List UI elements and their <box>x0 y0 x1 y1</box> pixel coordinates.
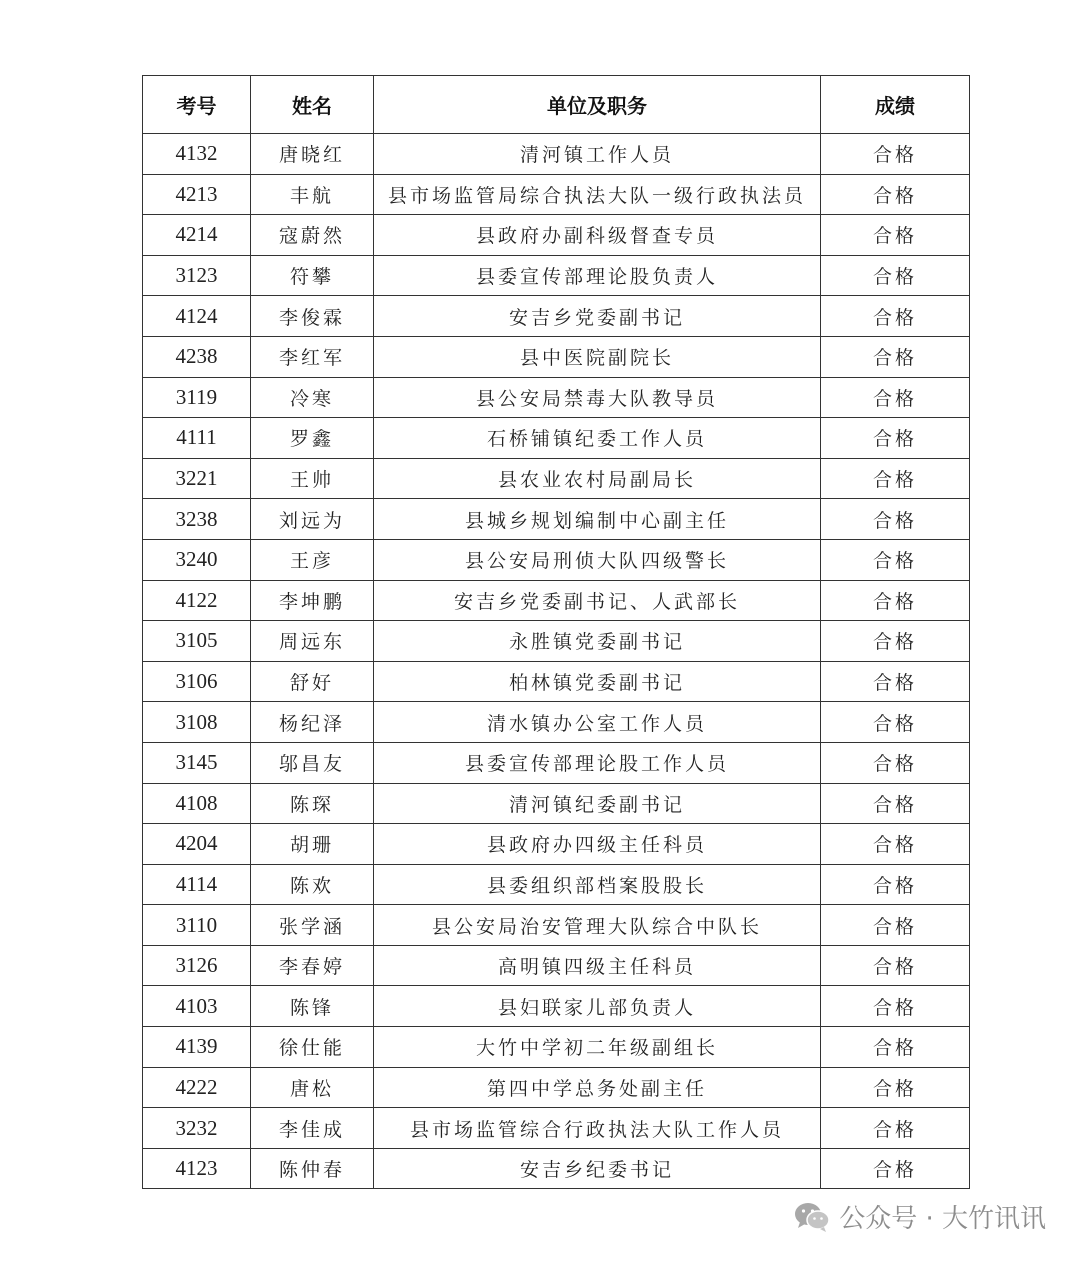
cell-unit: 县市场监管综合行政执法大队工作人员 <box>374 1108 821 1149</box>
table-row <box>143 134 970 175</box>
cell-id: 4204 <box>143 824 251 865</box>
cell-id: 3108 <box>143 702 251 743</box>
cell-name: 陈锋 <box>251 986 374 1027</box>
cell-unit: 县市场监管局综合执法大队一级行政执法员 <box>374 174 821 215</box>
cell-result: 合格 <box>821 742 970 783</box>
cell-id: 4213 <box>143 174 251 215</box>
table-row <box>143 661 970 702</box>
cell-id: 3106 <box>143 661 251 702</box>
cell-result: 合格 <box>821 783 970 824</box>
cell-unit: 柏林镇党委副书记 <box>374 661 821 702</box>
table-row <box>143 174 970 215</box>
cell-id: 4111 <box>143 418 251 459</box>
cell-result: 合格 <box>821 580 970 621</box>
cell-id: 3232 <box>143 1108 251 1149</box>
cell-id: 4122 <box>143 580 251 621</box>
cell-name: 杨纪泽 <box>251 702 374 743</box>
table-row <box>143 539 970 580</box>
header-result: 成绩 <box>821 76 970 134</box>
cell-name: 丰航 <box>251 174 374 215</box>
cell-result: 合格 <box>821 499 970 540</box>
cell-result: 合格 <box>821 945 970 986</box>
cell-name: 罗鑫 <box>251 418 374 459</box>
cell-result: 合格 <box>821 174 970 215</box>
table-row <box>143 377 970 418</box>
cell-name: 李俊霖 <box>251 296 374 337</box>
cell-id: 3221 <box>143 458 251 499</box>
cell-result: 合格 <box>821 702 970 743</box>
cell-unit: 县城乡规划编制中心副主任 <box>374 499 821 540</box>
cell-result: 合格 <box>821 377 970 418</box>
cell-name: 王帅 <box>251 458 374 499</box>
cell-id: 3105 <box>143 621 251 662</box>
cell-name: 刘远为 <box>251 499 374 540</box>
cell-id: 4103 <box>143 986 251 1027</box>
cell-unit: 县公安局刑侦大队四级警长 <box>374 539 821 580</box>
cell-unit: 安吉乡党委副书记、人武部长 <box>374 580 821 621</box>
cell-id: 4132 <box>143 134 251 175</box>
cell-unit: 县委宣传部理论股工作人员 <box>374 742 821 783</box>
cell-unit: 石桥铺镇纪委工作人员 <box>374 418 821 459</box>
table-row <box>143 418 970 459</box>
cell-name: 陈琛 <box>251 783 374 824</box>
header-name: 姓名 <box>251 76 374 134</box>
cell-name: 李春婷 <box>251 945 374 986</box>
cell-result: 合格 <box>821 1148 970 1189</box>
cell-unit: 第四中学总务处副主任 <box>374 1067 821 1108</box>
cell-id: 3119 <box>143 377 251 418</box>
cell-name: 符攀 <box>251 255 374 296</box>
table-row <box>143 1108 970 1149</box>
cell-result: 合格 <box>821 296 970 337</box>
table-row <box>143 1027 970 1068</box>
cell-id: 3123 <box>143 255 251 296</box>
table-row <box>143 215 970 256</box>
cell-name: 胡珊 <box>251 824 374 865</box>
cell-unit: 县中医院副院长 <box>374 336 821 377</box>
cell-id: 3110 <box>143 905 251 946</box>
table-row <box>143 621 970 662</box>
cell-name: 李佳成 <box>251 1108 374 1149</box>
cell-unit: 县公安局禁毒大队教导员 <box>374 377 821 418</box>
cell-result: 合格 <box>821 661 970 702</box>
table-row <box>143 702 970 743</box>
cell-id: 3240 <box>143 539 251 580</box>
cell-result: 合格 <box>821 539 970 580</box>
cell-id: 3238 <box>143 499 251 540</box>
cell-unit: 县公安局治安管理大队综合中队长 <box>374 905 821 946</box>
cell-unit: 清河镇工作人员 <box>374 134 821 175</box>
table-row <box>143 864 970 905</box>
table-row <box>143 742 970 783</box>
cell-result: 合格 <box>821 1027 970 1068</box>
cell-id: 3145 <box>143 742 251 783</box>
table-row <box>143 986 970 1027</box>
table-body <box>143 134 970 1189</box>
table-row <box>143 499 970 540</box>
cell-id: 4214 <box>143 215 251 256</box>
cell-name: 陈欢 <box>251 864 374 905</box>
table-row <box>143 1067 970 1108</box>
cell-name: 徐仕能 <box>251 1027 374 1068</box>
watermark <box>793 1198 1046 1235</box>
cell-result: 合格 <box>821 458 970 499</box>
cell-unit: 清水镇办公室工作人员 <box>374 702 821 743</box>
cell-id: 4139 <box>143 1027 251 1068</box>
table-row <box>143 783 970 824</box>
cell-name: 李红军 <box>251 336 374 377</box>
cell-unit: 清河镇纪委副书记 <box>374 783 821 824</box>
cell-unit: 高明镇四级主任科员 <box>374 945 821 986</box>
table-row <box>143 824 970 865</box>
table-row <box>143 1148 970 1189</box>
table-row <box>143 945 970 986</box>
table-row <box>143 458 970 499</box>
cell-name: 张学涵 <box>251 905 374 946</box>
cell-unit: 安吉乡党委副书记 <box>374 296 821 337</box>
table-row <box>143 336 970 377</box>
cell-name: 周远东 <box>251 621 374 662</box>
cell-unit: 县妇联家儿部负责人 <box>374 986 821 1027</box>
wechat-icon <box>793 1201 831 1233</box>
cell-id: 4124 <box>143 296 251 337</box>
cell-result: 合格 <box>821 1108 970 1149</box>
cell-id: 4123 <box>143 1148 251 1189</box>
cell-result: 合格 <box>821 255 970 296</box>
cell-name: 寇蔚然 <box>251 215 374 256</box>
cell-name: 舒好 <box>251 661 374 702</box>
cell-result: 合格 <box>821 824 970 865</box>
cell-id: 3126 <box>143 945 251 986</box>
cell-name: 唐晓红 <box>251 134 374 175</box>
cell-result: 合格 <box>821 905 970 946</box>
cell-result: 合格 <box>821 418 970 459</box>
table-header-row <box>143 76 970 134</box>
cell-unit: 安吉乡纪委书记 <box>374 1148 821 1189</box>
cell-result: 合格 <box>821 864 970 905</box>
cell-name: 冷寒 <box>251 377 374 418</box>
cell-result: 合格 <box>821 986 970 1027</box>
cell-result: 合格 <box>821 621 970 662</box>
cell-result: 合格 <box>821 134 970 175</box>
cell-id: 4238 <box>143 336 251 377</box>
watermark-text: 公众号 · 大竹讯讯 <box>839 1204 1046 1234</box>
header-id: 考号 <box>143 76 251 134</box>
cell-unit: 县政府办副科级督查专员 <box>374 215 821 256</box>
header-unit: 单位及职务 <box>374 76 821 134</box>
cell-unit: 县委宣传部理论股负责人 <box>374 255 821 296</box>
cell-result: 合格 <box>821 1067 970 1108</box>
cell-unit: 县政府办四级主任科员 <box>374 824 821 865</box>
cell-name: 陈仲春 <box>251 1148 374 1189</box>
cell-id: 4108 <box>143 783 251 824</box>
table-row <box>143 255 970 296</box>
cell-name: 李坤鹏 <box>251 580 374 621</box>
cell-result: 合格 <box>821 215 970 256</box>
table-row <box>143 296 970 337</box>
cell-unit: 永胜镇党委副书记 <box>374 621 821 662</box>
table-row <box>143 905 970 946</box>
cell-id: 4222 <box>143 1067 251 1108</box>
cell-unit: 县农业农村局副局长 <box>374 458 821 499</box>
cell-name: 邬昌友 <box>251 742 374 783</box>
cell-unit: 大竹中学初二年级副组长 <box>374 1027 821 1068</box>
cell-result: 合格 <box>821 336 970 377</box>
table-row <box>143 580 970 621</box>
cell-name: 王彦 <box>251 539 374 580</box>
cell-id: 4114 <box>143 864 251 905</box>
cell-name: 唐松 <box>251 1067 374 1108</box>
results-table <box>142 75 970 1189</box>
cell-unit: 县委组织部档案股股长 <box>374 864 821 905</box>
